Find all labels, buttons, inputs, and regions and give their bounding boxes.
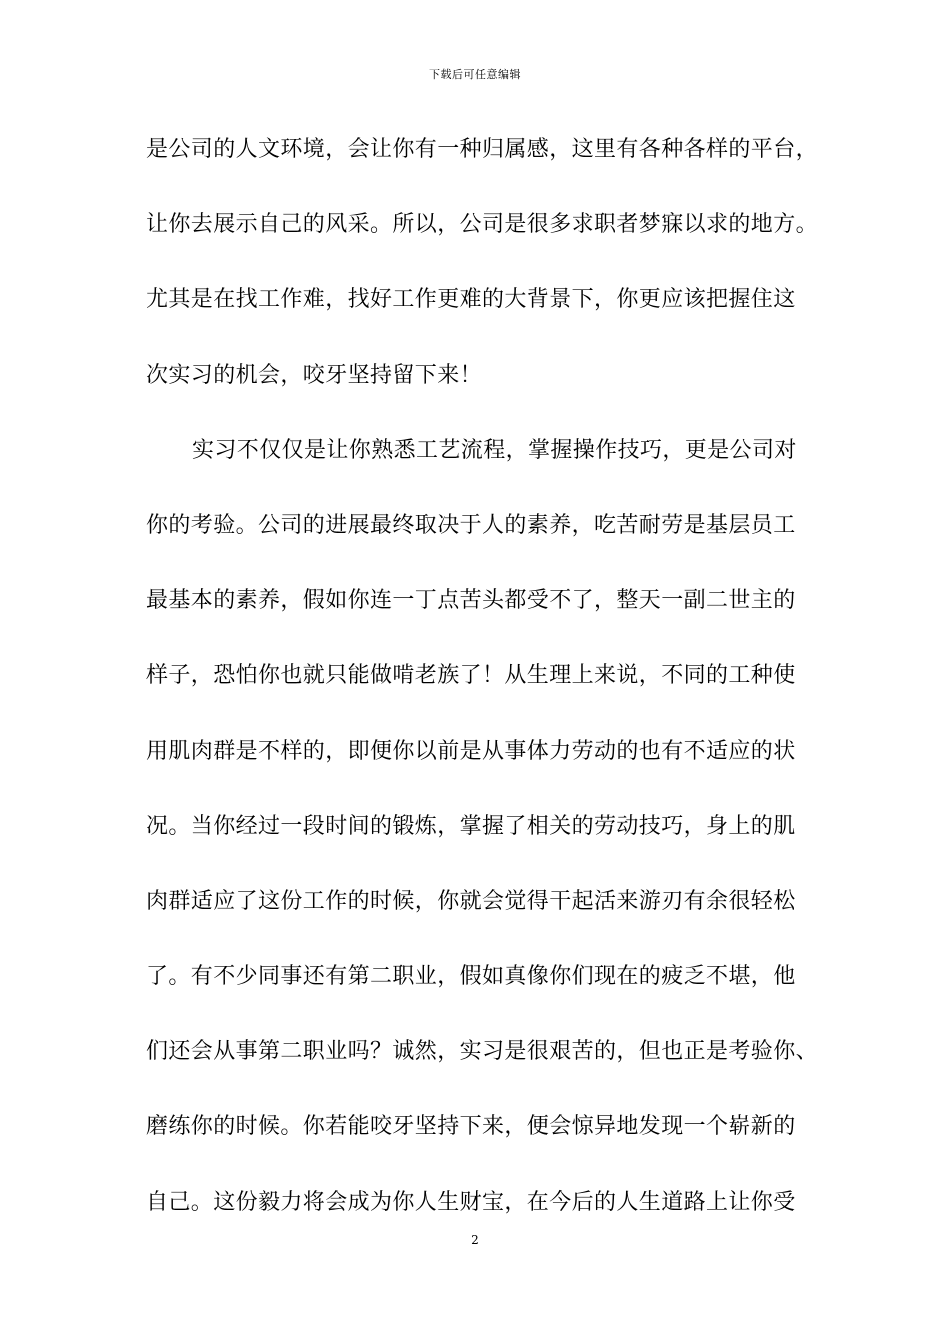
text-line: 最基本的素养，假如你连一丁点苦头都受不了，整天一副二世主的 xyxy=(146,588,796,614)
text-line: 自己。这份毅力将会成为你人生财宝，在今后的人生道路上让你受 xyxy=(146,1189,796,1215)
page-number: 2 xyxy=(471,1233,479,1247)
page-header: 下载后可任意编辑 xyxy=(429,68,521,81)
text-line: 你的考验。公司的进展最终取决于人的素养，吃苦耐劳是基层员工 xyxy=(146,512,796,538)
text-line: 肉群适应了这份工作的时候，你就会觉得干起活来游刃有余很轻松 xyxy=(146,888,796,914)
text-line: 样子，恐怕你也就只能做啃老族了！从生理上来说，不同的工种使 xyxy=(146,663,796,689)
text-line: 磨练你的时候。你若能咬牙坚持下来，便会惊异地发现一个崭新的 xyxy=(146,1114,796,1140)
text-line: 是公司的人文环境，会让你有一种归属感，这里有各种各样的平台， xyxy=(146,137,819,162)
text-line: 了。有不少同事还有第二职业，假如真像你们现在的疲乏不堪，他 xyxy=(146,964,796,990)
document-body xyxy=(146,133,818,1261)
text-line: 让你去展示自己的风采。所以，公司是很多求职者梦寐以求的地方。 xyxy=(146,212,819,238)
text-line: 次实习的机会，咬牙坚持留下来！ xyxy=(146,362,483,388)
text-line: 尤其是在找工作难，找好工作更难的大背景下，你更应该把握住这 xyxy=(146,287,796,313)
text-line: 们还会从事第二职业吗？诚然，实习是很艰苦的，但也正是考验你、 xyxy=(146,1039,819,1065)
paragraph-first-line: 实习不仅仅是让你熟悉工艺流程，掌握操作技巧，更是公司对 xyxy=(192,437,797,463)
text-line: 用肌肉群是不样的，即便你以前是从事体力劳动的也有不适应的状 xyxy=(146,738,796,764)
text-line: 况。当你经过一段时间的锻炼，掌握了相关的劳动技巧，身上的肌 xyxy=(146,813,796,839)
